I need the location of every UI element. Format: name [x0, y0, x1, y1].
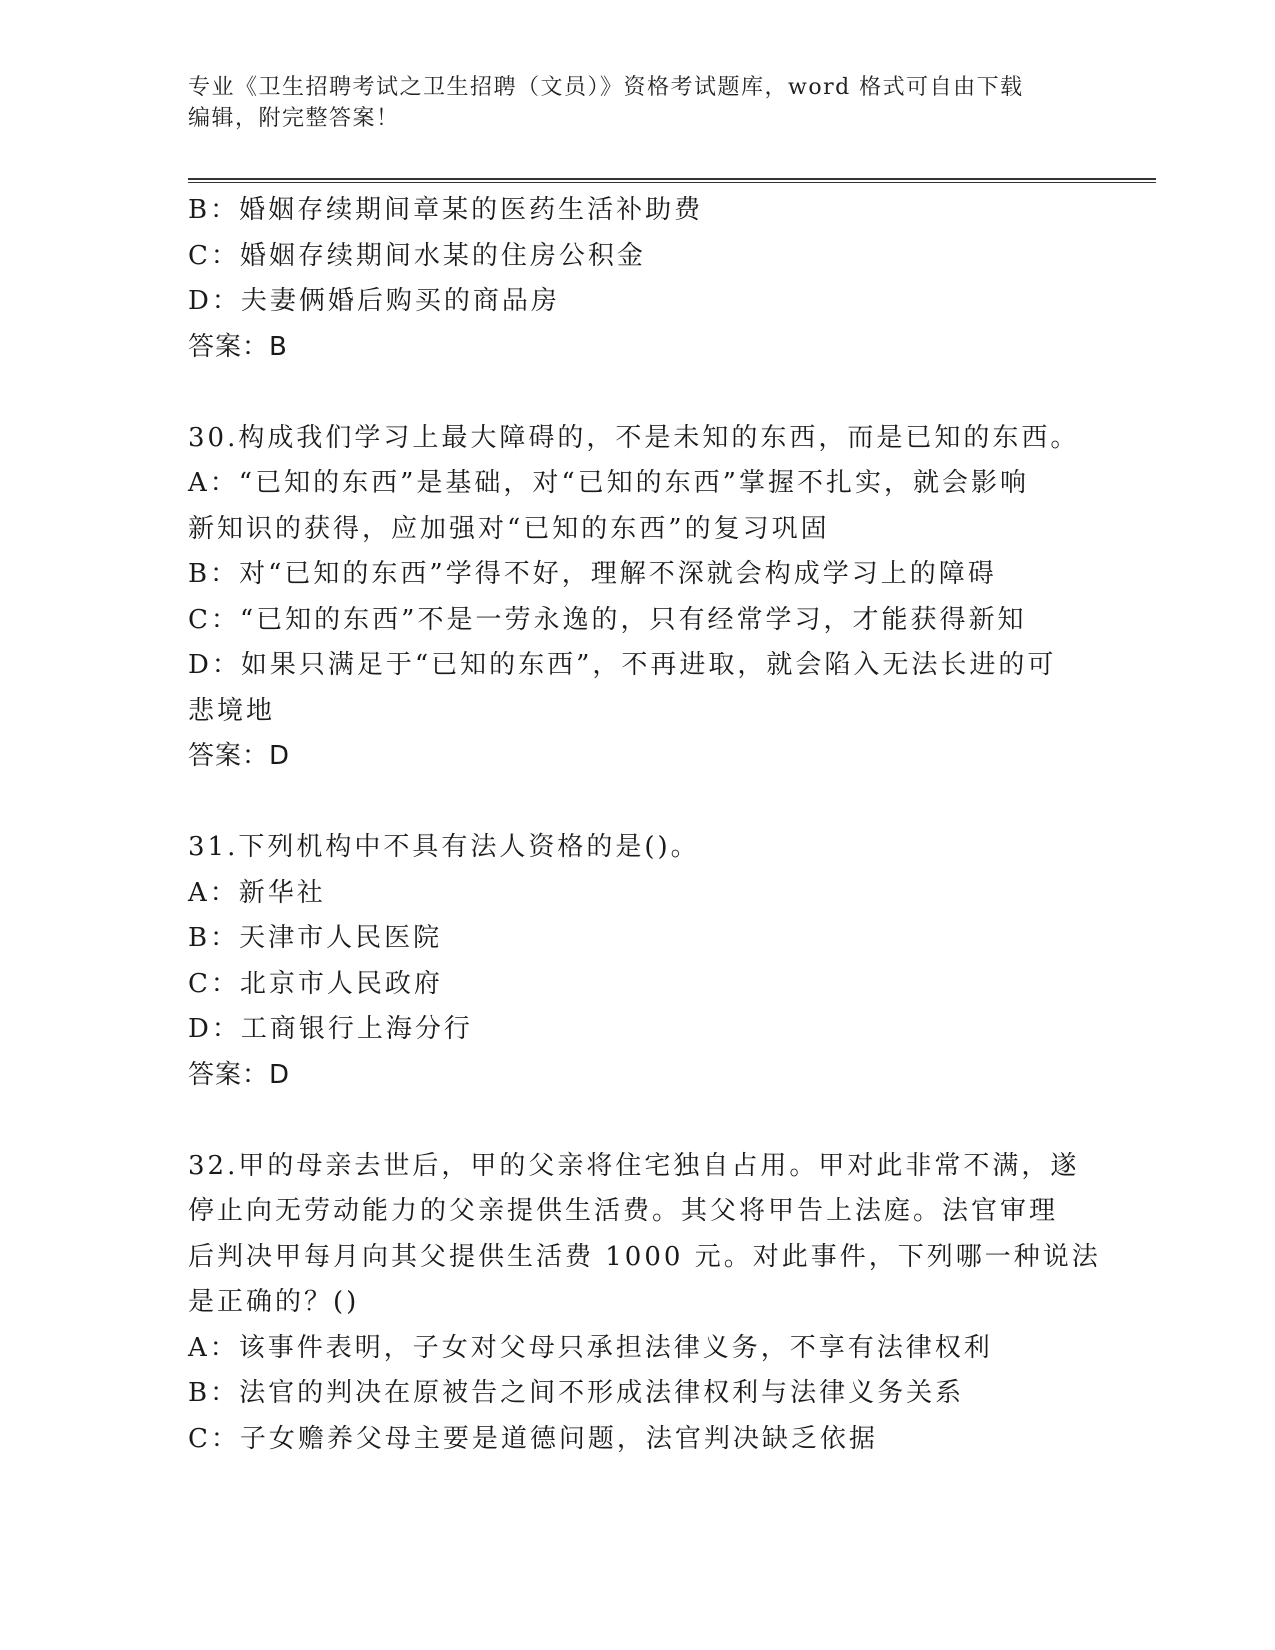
- q30-option-c: C：“已知的东西”不是一劳永逸的，只有经常学习，才能获得新知: [188, 604, 1027, 635]
- q32-option-c: C：子女赡养父母主要是道德问题，法官判决缺乏依据: [188, 1423, 878, 1454]
- q30-option-b: B：对“已知的东西”学得不好，理解不深就会构成学习上的障碍: [188, 559, 997, 589]
- q32-stem-line-1: 32.甲的母亲去世后，甲的父亲将住宅独自占用。甲对此非常不满，遂: [188, 1150, 1080, 1181]
- document-body: [188, 188, 1101, 1462]
- q31-option-c: C：北京市人民政府: [188, 968, 443, 999]
- question-31: [188, 825, 1088, 1098]
- q32-stem-line-3: 后判决甲每月向其父提供生活费 1000 元。对此事件，下列哪一种说法: [188, 1241, 1101, 1272]
- q30-option-a-line-1: A：“已知的东西”是基础，对“已知的东西”掌握不扎实，就会影响: [188, 468, 1029, 498]
- spacer: [188, 780, 1088, 826]
- q29-answer: 答案：B: [188, 331, 288, 362]
- q29-option-b: B：婚姻存续期间章某的医药生活补助费: [188, 195, 704, 225]
- q32-stem-line-2: 停止向无劳动能力的父亲提供生活费。其父将甲告上法庭。法官审理: [188, 1196, 1059, 1226]
- q29-option-c: C：婚姻存续期间水某的住房公积金: [188, 240, 646, 271]
- q30-option-d-line-1: D：如果只满足于“已知的东西”，不再进取，就会陷入无法长进的可: [188, 650, 1057, 680]
- q31-option-a: A：新华社: [188, 877, 326, 908]
- q30-option-d-line-2: 悲境地: [188, 695, 276, 726]
- spacer: [188, 370, 1088, 416]
- header-divider: [188, 178, 1156, 183]
- q31-stem: 31.下列机构中不具有法人资格的是()。: [188, 832, 700, 862]
- q30-option-a-line-2: 新知识的获得，应加强对“已知的东西”的复习巩固: [188, 513, 830, 544]
- q30-answer: 答案：D: [188, 741, 291, 771]
- question-32: [188, 1144, 1101, 1463]
- q31-answer: 答案：D: [188, 1059, 291, 1090]
- question-29-tail: [188, 188, 1088, 370]
- q31-option-d: D：工商银行上海分行: [188, 1014, 473, 1044]
- q32-stem-line-4: 是正确的？(): [188, 1287, 360, 1317]
- header-line-1: 专业《卫生招聘考试之卫生招聘（文员）》资格考试题库，word 格式可自由下载: [188, 75, 1024, 100]
- header-line-2: 编辑，附完整答案！: [188, 106, 400, 131]
- document-header: [188, 72, 1068, 134]
- q31-option-b: B：天津市人民医院: [188, 923, 443, 953]
- q30-stem: 30.构成我们学习上最大障碍的，不是未知的东西，而是已知的东西。: [188, 422, 1080, 453]
- q29-option-d: D：夫妻俩婚后购买的商品房: [188, 286, 560, 316]
- spacer: [188, 1098, 1088, 1144]
- q32-option-a: A：该事件表明，子女对父母只承担法律义务，不享有法律权利: [188, 1332, 993, 1363]
- question-30: [188, 416, 1088, 780]
- q32-option-b: B：法官的判决在原被告之间不形成法律权利与法律义务关系: [188, 1378, 965, 1408]
